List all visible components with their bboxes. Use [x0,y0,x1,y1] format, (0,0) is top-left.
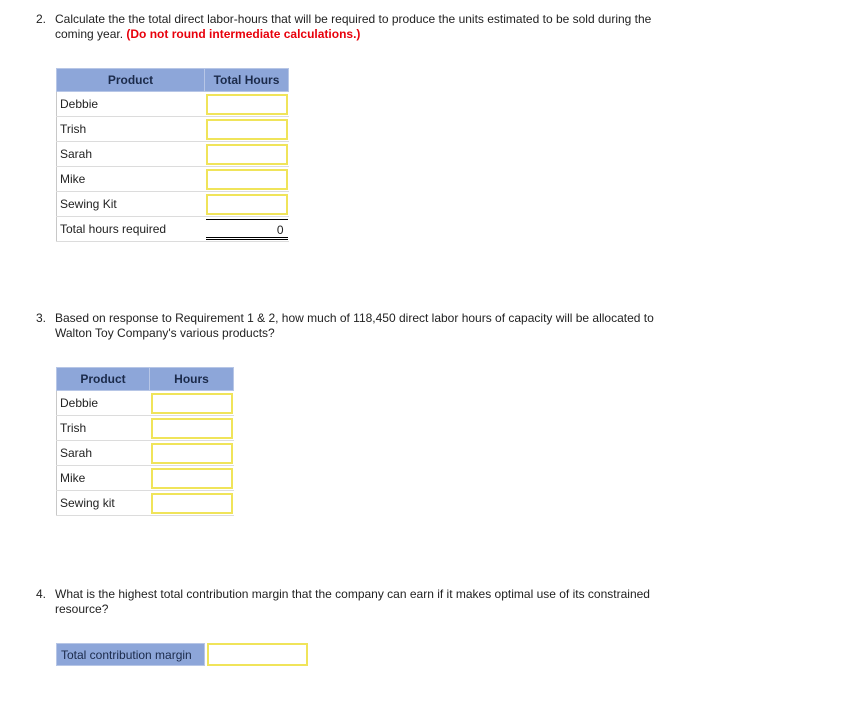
table-total-row [57,217,289,242]
sewing-kit-allocated-input[interactable] [151,493,233,514]
mike-hours-input[interactable] [206,169,288,190]
row-label-mike: Mike [57,466,150,491]
debbie-allocated-input[interactable] [151,393,233,414]
question-3 [36,311,676,341]
total-hours-label: Total hours required [57,217,205,242]
table-row [57,192,289,217]
question-4-number: 4. [36,587,47,601]
row-label-sarah: Sarah [57,441,150,466]
question-3-text: Based on response to Requirement 1 & 2, how much of 118,450 direct labor hours of capacity will be allocated to Walton Toy Company's various products? [55,311,654,340]
total-contribution-margin-label: Total contribution margin [56,643,205,666]
question-4-text: What is the highest total contribution margin that the company can earn if it makes optimal use of its constrained resource? [55,587,650,616]
total-hours-value: 0 [206,219,288,240]
question-4 [36,587,676,617]
header-total-hours: Total Hours [205,69,289,92]
row-label-debbie: Debbie [57,391,150,416]
trish-hours-input[interactable] [206,119,288,140]
table-row [57,92,289,117]
mike-allocated-input[interactable] [151,468,233,489]
labor-hours-table [56,68,289,242]
trish-allocated-input[interactable] [151,418,233,439]
header-hours: Hours [150,368,234,391]
table-row [57,391,234,416]
allocation-table [56,367,234,516]
total-contribution-margin-input[interactable] [207,643,308,666]
debbie-hours-input[interactable] [206,94,288,115]
row-label-trish: Trish [57,117,205,142]
table-row [57,466,234,491]
question-3-number: 3. [36,311,47,325]
row-label-debbie: Debbie [57,92,205,117]
header-product: Product [57,368,150,391]
table-row [57,167,289,192]
row-label-sewing-kit: Sewing Kit [57,192,205,217]
question-2-number: 2. [36,12,47,26]
contribution-margin-row [56,643,308,666]
row-label-mike: Mike [57,167,205,192]
table-row [57,416,234,441]
header-product: Product [57,69,205,92]
question-2-prompt: Calculate the the total direct labor-hours that will be required to produce the units estimated to be sold during the coming year. [55,12,652,41]
table-header-row [57,69,289,92]
row-label-trish: Trish [57,416,150,441]
question-2 [36,12,676,42]
sarah-hours-input[interactable] [206,144,288,165]
table-row [57,142,289,167]
question-2-note: (Do not round intermediate calculations.) [126,27,361,41]
table-row [57,491,234,516]
table-row [57,117,289,142]
sewing-kit-hours-input[interactable] [206,194,288,215]
question-2-text [36,12,676,42]
row-label-sewing-kit: Sewing kit [57,491,150,516]
table-row [57,441,234,466]
row-label-sarah: Sarah [57,142,205,167]
sarah-allocated-input[interactable] [151,443,233,464]
table-header-row [57,368,234,391]
